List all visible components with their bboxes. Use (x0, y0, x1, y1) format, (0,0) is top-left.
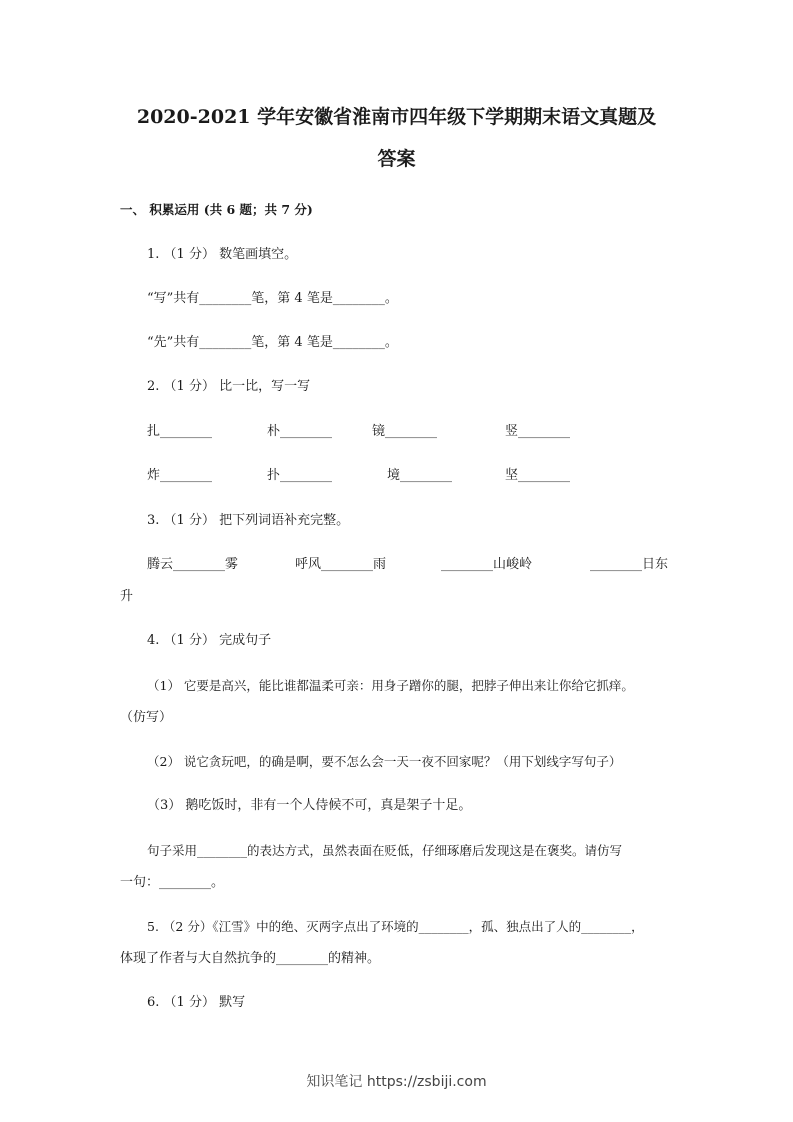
question-3-item: ________日东 (590, 557, 669, 572)
section-heading: 一、 积累运用 (共 6 题；共 7 分) (120, 202, 313, 217)
question-3-wrap: 升 (120, 589, 134, 604)
question-1-line-1: “写”共有________笔，第 4 笔是________。 (147, 291, 398, 306)
question-3-stem: 3. （1 分） 把下列词语补充完整。 (147, 513, 350, 528)
question-4-part-4: 句子采用________的表达方式，虽然表面在贬低，仔细琢磨后发现这是在褒奖。请仿写 (147, 843, 623, 858)
question-3-item: ________山峻岭 (441, 557, 533, 572)
footer-watermark: 知识笔记 https://zsbiji.com (306, 1074, 487, 1090)
question-6-stem: 6. （1 分） 默写 (147, 995, 246, 1010)
question-4-part-2: （2） 说它贪玩吧，的确是啊，要不怎么会一天一夜不回家呢？（用下划线字写句子） (147, 754, 622, 769)
question-2-item: 境________ (387, 468, 453, 483)
question-4-part-3: （3） 鹅吃饭时，非有一个人侍候不可，真是架子十足。 (147, 798, 472, 813)
question-2-item: 扎________ (147, 424, 213, 439)
question-2-item: 镜________ (372, 424, 438, 439)
question-4-part-1-cont: （仿写） (120, 710, 173, 725)
question-5-line-2: 体现了作者与大自然抗争的________的精神。 (120, 951, 381, 966)
question-2-stem: 2. （1 分） 比一比，写一写 (147, 379, 311, 394)
question-4-stem: 4. （1 分） 完成句子 (147, 633, 272, 648)
question-2-item: 扑________ (267, 468, 333, 483)
question-4-part-4-cont: 一句：________。 (120, 875, 225, 890)
question-1-stem: 1. （1 分） 数笔画填空。 (147, 247, 298, 262)
question-3-item: 呼风________雨 (295, 557, 387, 572)
question-2-item: 朴________ (267, 424, 333, 439)
question-2-item: 竖________ (505, 424, 571, 439)
question-5-line-1: 5. （2 分）《江雪》中的绝、灭两字点出了环境的________，孤、独点出了人的________， (147, 919, 644, 934)
question-3-item: 腾云________雾 (147, 557, 239, 572)
question-1-line-2: “先”共有________笔，第 4 笔是________。 (147, 335, 398, 350)
question-4-part-1: （1） 它要是高兴，能比谁都温柔可亲：用身子蹭你的腿，把脖子伸出来让你给它抓痒。 (147, 678, 634, 693)
document-title-line-2: 答案 (377, 148, 416, 170)
document-title-line-1: 2020-2021 学年安徽省淮南市四年级下学期期末语文真题及 (136, 106, 657, 128)
question-2-item: 坚________ (505, 468, 571, 483)
question-2-item: 炸________ (147, 468, 213, 483)
